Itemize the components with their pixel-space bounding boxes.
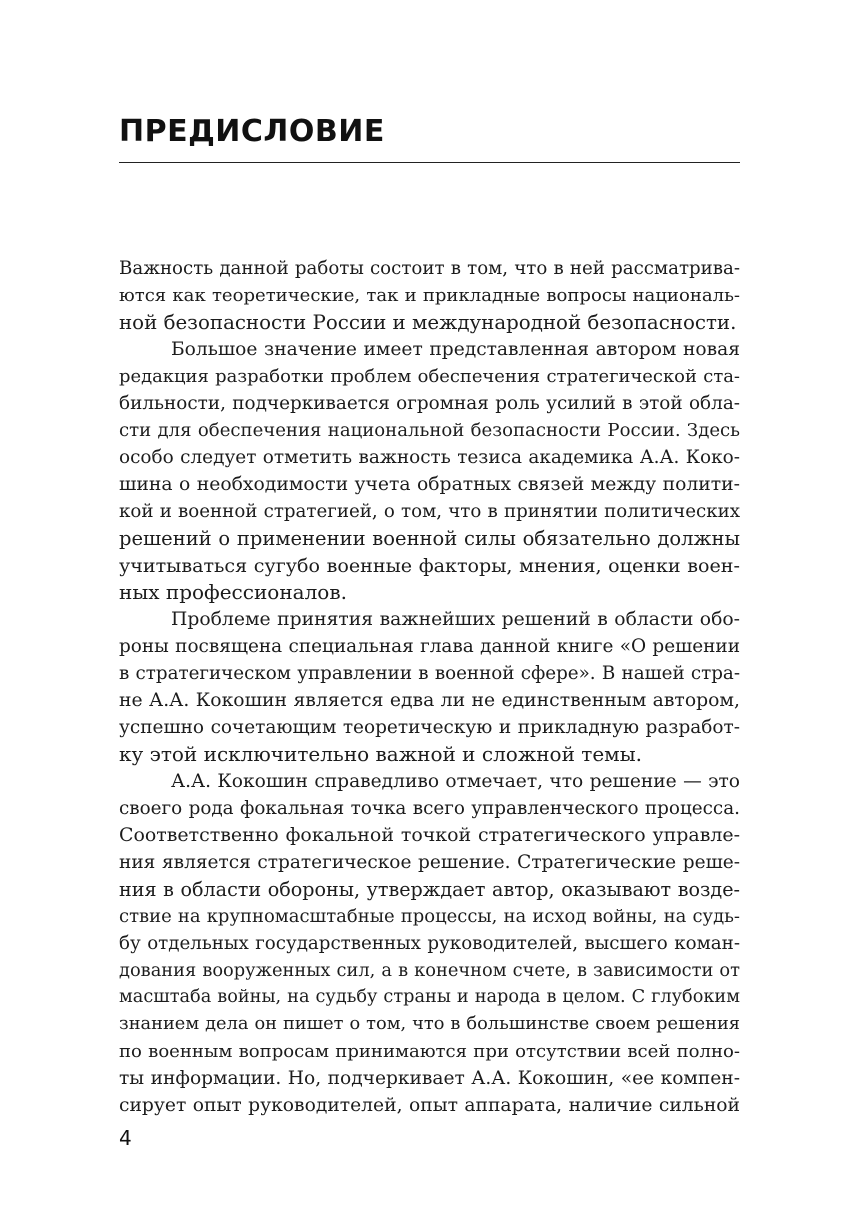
text-line: ния в области обороны, утверждает автор, оказывают возде-	[119, 878, 740, 901]
text-line: редакция разработки проблем обеспечения стратегической ста-	[119, 366, 740, 387]
text-line: бильности, подчеркивается огромная роль усилий в этой обла-	[119, 393, 740, 414]
text-line: ния является стратегическое решение. Стратегические реше-	[119, 852, 740, 873]
body-text	[119, 255, 740, 1119]
text-line: Большое значение имеет представленная автором новая	[171, 339, 740, 360]
text-line: бу отдельных государственных руководителей, высшего коман-	[119, 933, 740, 954]
text-line: особо следует отметить важность тезиса академика А.А. Коко-	[119, 447, 740, 468]
text-line: шина о необходимости учета обратных связей между полити-	[119, 474, 740, 495]
text-line: ку этой исключительно важной и сложной темы.	[119, 742, 643, 766]
text-line: ты информации. Но, подчеркивает А.А. Кокошин, «ее компен-	[119, 1068, 740, 1089]
text-line: кой и военной стратегией, о том, что в принятии политических	[119, 501, 740, 522]
text-line: Важность данной работы состоит в том, что в ней рассматрива-	[119, 258, 740, 279]
page-title: ПРЕДИСЛОВИЕ	[119, 114, 385, 149]
title-divider	[119, 162, 740, 163]
text-line: учитываться сугубо военные факторы, мнения, оценки воен-	[119, 554, 740, 577]
text-line: ются как теоретические, так и прикладные вопросы националь-	[119, 285, 740, 306]
text-line: своего рода фокальная точка всего управленческого процесса.	[119, 798, 740, 819]
text-line: Соответственно фокальной точкой стратегического управле-	[119, 824, 740, 846]
text-line: в стратегическом управлении в военной сфере». В нашей стра-	[119, 663, 740, 684]
text-line: сирует опыт руководителей, опыт аппарата, наличие сильной	[119, 1095, 740, 1116]
text-line: успешно сочетающим теоретическую и прикладную разработ-	[119, 717, 740, 738]
text-line: ной безопасности России и международной безопасности.	[119, 311, 737, 334]
text-line: решений о применении военной силы обязательно должны	[119, 527, 740, 550]
text-line: не А.А. Кокошин является едва ли не единственным автором,	[119, 690, 740, 711]
text-line: ных профессионалов.	[119, 580, 347, 604]
page-number: 4	[119, 1126, 132, 1150]
text-line: знанием дела он пишет о том, что в большинстве своем решения	[119, 1014, 740, 1034]
text-line: А.А. Кокошин справедливо отмечает, что решение — это	[171, 771, 740, 792]
text-line: по военным вопросам принимаются при отсутствии всей полно-	[119, 1041, 740, 1062]
text-line: сти для обеспечения национальной безопасности России. Здесь	[119, 420, 740, 441]
text-line: роны посвящена специальная глава данной книге «О решении	[119, 636, 740, 657]
text-line: масштаба войны, на судьбу страны и народа в целом. С глубоким	[119, 987, 740, 1007]
text-line: дования вооруженных сил, а в конечном счете, в зависимости от	[119, 960, 740, 981]
text-line: Проблеме принятия важнейших решений в области обо-	[171, 609, 740, 630]
text-line: ствие на крупномасштабные процессы, на исход войны, на судь-	[119, 906, 740, 927]
